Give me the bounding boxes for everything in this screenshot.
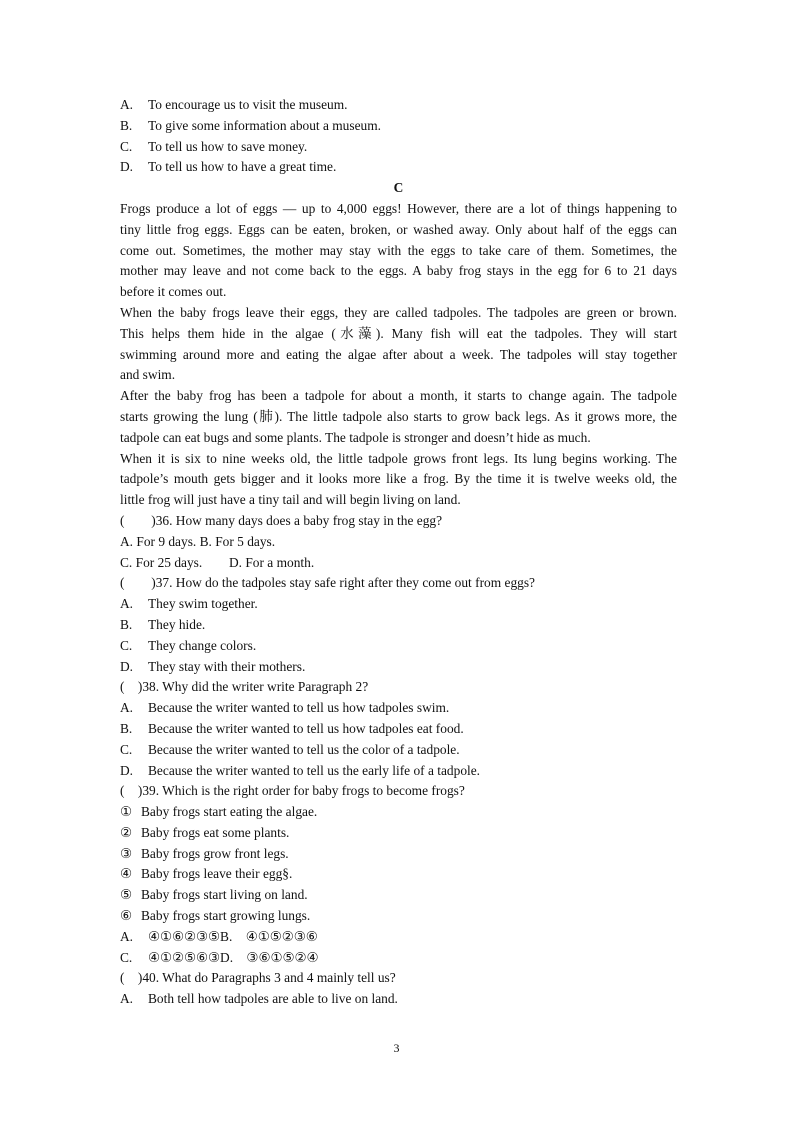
question-stem: ( )38. Why did the writer write Paragraph 2?	[120, 679, 369, 695]
passage-line: Frogs produce a lot of eggs — up to 4,000 eggs! However, there are a lot of things happening to	[120, 200, 677, 216]
options-row: C. For 25 days. D. For a month.	[120, 554, 315, 570]
previous-question-options	[120, 95, 677, 178]
question-stem: ( )36. How many days does a baby frog stay in the egg?	[120, 512, 443, 528]
step-item: ④ Baby frogs leave their egg§.	[120, 866, 293, 882]
option-b: B. Because the writer wanted to tell us how tadpoles eat food.	[120, 720, 464, 736]
passage-line: little frog will just have a tiny tail and will begin living on land.	[120, 492, 461, 508]
answer-blank[interactable]: ( )	[120, 512, 156, 528]
passage-line: and swim.	[120, 367, 176, 383]
page-number: 3	[393, 1041, 400, 1055]
options-row: A. For 9 days. B. For 5 days.	[120, 533, 276, 549]
passage-line: tiny little frog eggs. Eggs can be eaten, broken, or washed away. Only about half of the eggs can	[120, 221, 677, 237]
passage-paragraph-2	[120, 303, 677, 386]
option-a: A. ④①⑥②③⑤B. ④①⑤②③⑥	[120, 928, 318, 944]
option-a: A. Both tell how tadpoles are able to live on land.	[120, 991, 398, 1007]
option-a: A. To encourage us to visit the museum.	[120, 97, 348, 112]
step-item: ② Baby frogs eat some plants.	[120, 824, 290, 840]
question-39	[120, 781, 677, 968]
option-c: C. ④①②⑤⑥③D. ③⑥①⑤②④	[120, 949, 319, 965]
passage-line: When it is six to nine weeks old, the little tadpole grows front legs. Its lung begins working. The	[120, 450, 677, 466]
answer-blank[interactable]: ( )	[120, 679, 143, 695]
passage-line: before it comes out.	[120, 284, 227, 300]
step-item: ⑥ Baby frogs start growing lungs.	[120, 908, 311, 924]
step-item: ① Baby frogs start eating the algae.	[120, 804, 318, 820]
answer-blank[interactable]: ( )	[120, 970, 143, 986]
question-40	[120, 968, 677, 1010]
answer-blank[interactable]: ( )	[120, 783, 143, 799]
option-a: A. They swim together.	[120, 596, 258, 612]
option-c: C. Because the writer wanted to tell us the color of a tadpole.	[120, 741, 460, 757]
option-d: D. They stay with their mothers.	[120, 658, 306, 674]
step-item: ⑤ Baby frogs start living on land.	[120, 887, 308, 903]
passage-line: swimming around more and eating the algae after about a week. The tadpoles will stay together	[120, 346, 677, 362]
passage-line: tadpole can eat bugs and some plants. The tadpole is stronger and doesn’t hide as much.	[120, 429, 591, 445]
option-b: B. To give some information about a museum.	[120, 117, 381, 133]
section-title: C	[393, 180, 404, 196]
step-item: ③ Baby frogs grow front legs.	[120, 845, 289, 861]
passage-paragraph-1	[120, 199, 677, 303]
passage-paragraph-3	[120, 386, 677, 448]
passage-line: come out. Sometimes, the mother may stay with the eggs to take care of them. Sometimes, the	[120, 242, 677, 258]
answer-blank[interactable]: ( )	[120, 575, 156, 591]
question-37	[120, 573, 677, 677]
passage-line: When the baby frogs leave their eggs, they are called tadpoles. The tadpoles are green or brown.	[120, 304, 677, 320]
question-stem: ( )37. How do the tadpoles stay safe right after they come out from eggs?	[120, 575, 535, 591]
option-b: B. They hide.	[120, 616, 206, 632]
option-c: C. To tell us how to save money.	[120, 138, 308, 154]
option-a: A. Because the writer wanted to tell us how tadpoles swim.	[120, 700, 450, 716]
passage-line: starts growing the lung (肺). The little tadpole also starts to grow back legs. As it grows more, the	[120, 408, 677, 424]
option-d: D. Because the writer wanted to tell us the early life of a tadpole.	[120, 762, 481, 778]
document-page	[120, 95, 677, 1010]
question-38	[120, 677, 677, 781]
question-stem: ( )39. Which is the right order for baby frogs to become frogs?	[120, 783, 465, 799]
passage-line: After the baby frog has been a tadpole for about a month, it starts to change again. The tadpole	[120, 388, 677, 404]
passage-line: mother may leave and not come back to the eggs. A baby frog stays in the egg for 6 to 21 days	[120, 263, 677, 279]
option-c: C. They change colors.	[120, 637, 257, 653]
question-stem: ( )40. What do Paragraphs 3 and 4 mainly tell us?	[120, 970, 396, 986]
passage-line: tadpole’s mouth gets bigger and it looks more like a frog. By the time it is twelve weeks old, the	[120, 471, 677, 487]
question-36	[120, 511, 677, 573]
passage-paragraph-4	[120, 449, 677, 511]
option-d: D. To tell us how to have a great time.	[120, 159, 337, 175]
passage-line: This helps them hide in the algae (水藻). Many fish will eat the tadpoles. They will start	[120, 325, 677, 341]
